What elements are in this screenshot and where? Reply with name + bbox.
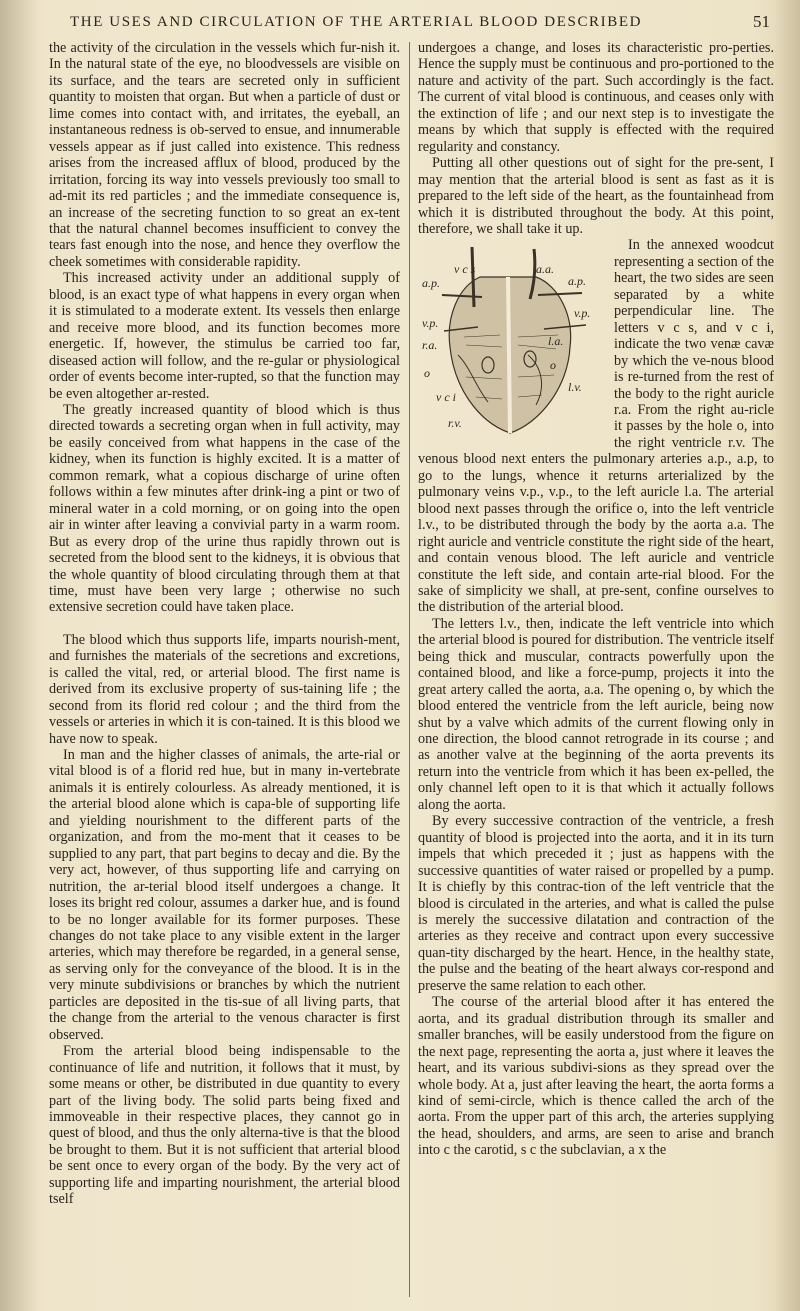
figure-label: a.p. [568,274,586,289]
paragraph: In man and the higher classes of animals, the arte-rial or vital blood is of a florid red hue, but in many in-vertebrate animals it is entirely colourless. As already mentioned, it is the arterial blood alone which is capa-ble of supporting life and yielding nourishment to the different parts of the organization, and from the mo-ment that it ceases to be supplied to any part, that part begins to decay and die. By the very act, however, of thus supporting life and carrying on nutrition, the ar-terial blood itself undergoes a change. It loses its bright red colour, assumes a darker hue, and is found to be no longer available for its former purposes. These changes do not take place to any visible extent in the larger arteries, which may therefore be regarded, in a general sense, as serving only for the conveyance of the blood. It is in the very minute subdivisions or branches by which the nutrient particles are deposited in the tis-sue of all living parts, that the change from the arterial to the venous character is first observed. [49,747,400,1043]
paragraph: This increased activity under an additional supply of blood, is an exact type of what happens in every organ when it is stimulated to a moderate extent. Its vessels then enlarge and receive more blood, and its function becomes more energetic. If, however, the stimulus be carried too far, diseased action will follow, and the re-gular or physiological order of events become inter-rupted, so that the function may be even altogether ar-rested. [49,270,400,402]
page-number: 51 [753,12,770,31]
paragraph: Putting all other questions out of sight for the pre-sent, I may mention that the arterial blood is sent as fast as it is prepared to the left side of the heart, as the fountainhead from which it is distributed throughout the body. At this point, therefore, we shall take it up. [418,155,774,237]
page-edge-shadow [774,0,800,1311]
paragraph: undergoes a change, and loses its characteristic pro-perties. Hence the supply must be continuous and pro-portioned to the nature and activity of the part. Such accordingly is the fact. The current of vital blood is continuous, and ceases only with the extinction of life ; and our next step is to investigate the means by which that supply is effected with the required regularity and constancy. [418,40,774,155]
running-title: THE USES AND CIRCULATION OF THE ARTERIAL BLOOD DESCRIBED [70,14,643,30]
column-divider [409,42,410,1297]
right-column [418,40,774,1159]
figure-label: a.a. [536,262,554,277]
paragraph: The greatly increased quantity of blood which is thus directed towards a secreting organ when in full activity, may be easily conceived from what happens in the case of the kidney, when its function is highly excited. It is a matter of common remark, what a copious discharge of urine often follows within a few minutes after drink-ing a pint or two of mineral water in a cold morning, or on going into the open air in winter after leaving a convivial party in a warm room. But as every drop of the urine thus rapidly thrown out is secreted from the blood sent to the kidneys, it is obvious that the whole quantity of blood circulating through them at that time, must have been very large ; otherwise no such extensive secretion could have taken place. [49,401,400,616]
paragraph: In the annexed woodcut representing a section of the heart, the two sides are seen separated by a white perpendicular line. The letters v c s, and v c i, indicate the two venæ cavæ by which the ve-nous blood is re-turned from the rest of the body to the right auricle r.a. From the right au-ricle it passes by the hole o, into the right ventricle r.v. The venous blood next enters the pulmonary arteries a.p., a.p, to go to the lungs, whence it returns arterialized by the pulmonary veins v.p., v.p., to the left auricle l.a. The arterial blood next passes through the orifice o, into the left ventricle l.v., to be distributed through the body by the aorta a.a. The right auricle and ventricle constitute the right side of the heart, and contain venous blood. The left auricle and ventricle constitute the left side, and contain arte-rial blood. For the sake of simplicity we shall, at pre-sent, confine ourselves to the distribution of the arterial blood. [418,237,774,616]
figure-label: l.a. [548,334,564,349]
paragraph: By every successive contraction of the ventricle, a fresh quantity of blood is projected into the aorta, and it in its turn impels that which preceded it ; just as happens with the successive quantities of water raised or propelled by a pump. It is chiefly by this contrac-tion of the left ventricle that the blood is circulated in the arteries, and what is called the pulse is merely the successive dilatation and contraction of the arteries as they receive and contract upon every successive quan-tity discharged by the heart. Hence, in the healthy state, the pulse and the beating of the heart always cor-respond and preserve the same relation to each other. [418,813,774,994]
paragraph: From the arterial blood being indispensable to the continuance of life and nutrition, it follows that it must, by some means or other, be distributed in due quantity to every part of the living body. The solid parts being fixed and immoveable in their respective places, they cannot go in quest of blood, and thus the only alterna-tive is that the blood be brought to them. But it is not sufficient that arterial blood be sent once to every organ of the body. By the very act of supporting life and imparting nourishment, the arterial blood tself [49,1043,400,1208]
figure-block [418,237,774,615]
figure-label: a.p. [422,276,440,291]
running-header [70,14,770,36]
left-column [49,40,400,1208]
paragraph: The blood which thus supports life, imparts nourish-ment, and furnishes the materials of the secretions and excretions, is called the vital, red, or arterial blood. The first name is derived from its exclusive property of sus-taining life ; the second from its florid red colour ; and the third from the vessels or arteries in which it is con-tained. It is this blood we have now to speak. [49,631,400,747]
figure-label: o [550,358,556,373]
figure-label: v.p. [422,316,439,331]
figure-label: o [424,366,430,381]
paragraph: the activity of the circulation in the vessels which fur-nish it. In the natural state of the eye, no bloodvessels are visible on its surface, and the tears are secreted only in sufficient quantity to moisten that organ. But when a particle of dust or lime comes into contact with, and irritates, the eyeball, an instantaneous redness is ob-served to ensue, and innumerable vessels appear as if just called into existence. This redness arises from the increased afflux of blood, produced by the irritation, forcing its way into vessels previously too small to ad-mit its red particles ; and the immediate consequence is, an increase of the secreting function to so great an ex-tent that the natural channel becomes insufficient to convey the tears fast enough into the nose, and hence they overflow the cheek sometimes with considerable rapidity. [49,40,400,270]
page-gutter-shadow [0,0,38,1311]
paragraph: The letters l.v., then, indicate the left ventricle into which the arterial blood is poured for distribution. The ventricle itself being thick and muscular, contracts powerfully upon the contained blood, and like a force-pump, projects it into the great artery called the aorta, a.a. The opening o, by which the blood entered the ventricle from the left auricle, being now shut by a valve which admits of the current flowing only in one direction, the blood cannot retrograde in its course ; and as another valve at the beginning of the aorta prevents its return into the ventricle from which it has been ex-pelled, the only channel left open to it is that which it actually follows along the aorta. [418,615,774,813]
figure-label: r.v. [448,416,462,431]
figure-label: r.a. [422,338,438,353]
figure-label: v.p. [574,306,591,321]
paragraph: The course of the arterial blood after it has entered the aorta, and its gradual distribution through its smaller and smaller branches, will be easily understood from the figure on the next page, representing the aorta a, just where it leaves the heart, and its various subdivi-sions as they spread over the whole body. At a, just after leaving the heart, the aorta forms a kind of semi-circle, which is thence called the arch of the aorta. From the upper part of this arch, the arteries supplying the head, shoulders, and arms, are seen to arise and branch into c the carotid, s c the subclavian, a x the [418,994,774,1159]
section-gap [49,616,400,632]
heart-section-woodcut [418,237,606,437]
figure-label: v c s [454,262,476,277]
figure-label: l.v. [568,380,582,395]
figure-label: v c i [436,390,456,405]
heart-diagram [418,237,606,437]
